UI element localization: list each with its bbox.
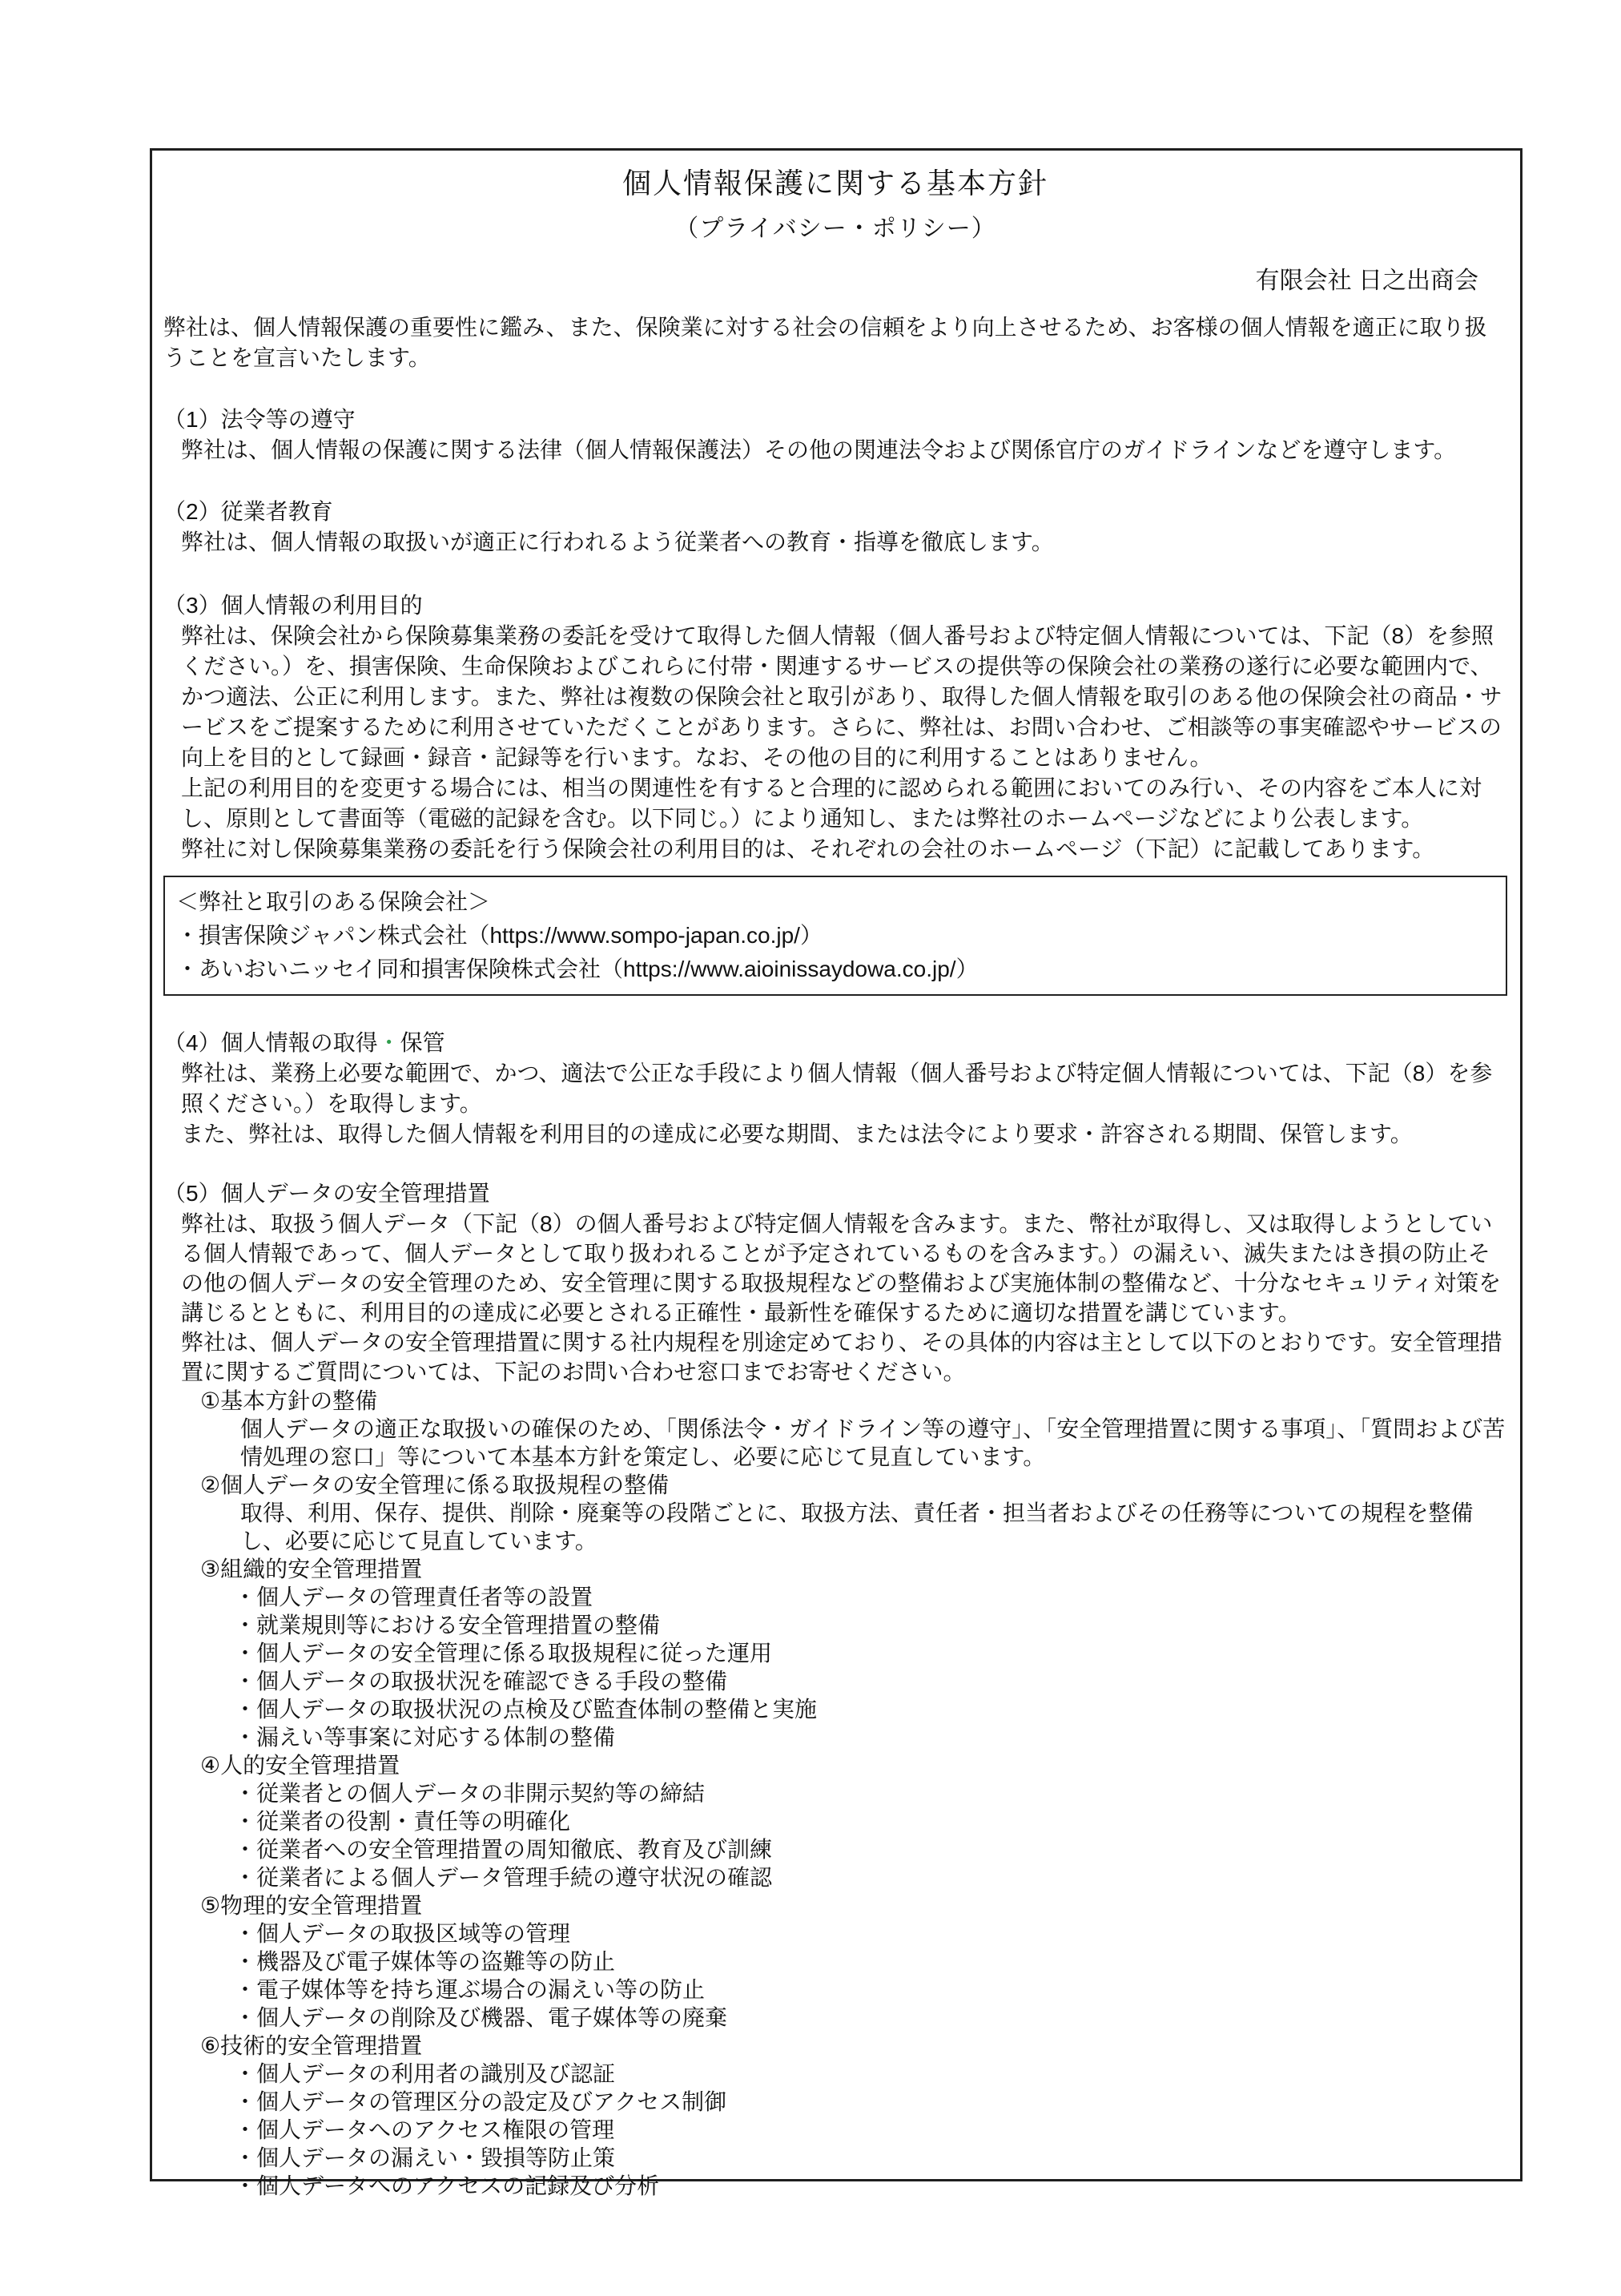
section-3 bbox=[163, 590, 1507, 864]
bullet-item: ・個人データの取扱状況を確認できる手段の整備 bbox=[234, 1669, 728, 1694]
subsection-3-heading: ③組織的安全管理措置 bbox=[200, 1557, 423, 1581]
subsection-2-body: 取得、利用、保存、提供、削除・廃棄等の段階ごとに、取扱方法、責任者・担当者およびその任務等についての規程を整備し、必要に応じて見直しています。 bbox=[240, 1500, 1474, 1553]
section-5 bbox=[163, 1178, 1507, 2200]
bullet-item: ・漏えい等事案に対応する体制の整備 bbox=[234, 1725, 616, 1750]
bullet-item: ・個人データの漏えい・毀損等防止策 bbox=[234, 2145, 616, 2170]
partner-insurers-title: ＜弊社と取引のある保険会社＞ bbox=[176, 889, 491, 914]
bullet-item: ・従業者の役割・責任等の明確化 bbox=[234, 1809, 571, 1834]
bullet-item: ・個人データの管理責任者等の設置 bbox=[234, 1585, 593, 1609]
bullet-item: ・個人データの安全管理に係る取扱規程に従った運用 bbox=[234, 1641, 773, 1666]
partner-insurer-item: ・損害保険ジャパン株式会社（https://www.sompo-japan.co.jp/） bbox=[176, 923, 823, 948]
section-4-heading bbox=[163, 1028, 1507, 1058]
section-4-paragraph-1: 弊社は、業務上必要な範囲で、かつ、適法で公正な手段により個人情報（個人番号および特定個人情報については、下記（8）を参照ください。）を取得します。 bbox=[181, 1061, 1493, 1116]
subsection-5 bbox=[163, 1891, 1507, 2032]
section-3-paragraph-2: 上記の利用目的を変更する場合には、相当の関連性を有すると合理的に認められる範囲においてのみ行い、その内容をご本人に対し、原則として書面等（電磁的記録を含む。以下同じ。）により通知し、または弊社のホームページなどにより公表します。 bbox=[181, 775, 1482, 831]
intro-paragraph: 弊社は、個人情報保護の重要性に鑑み、また、保険業に対する社会の信頼をより向上させるため、お客様の個人情報を適正に取り扱うことを宣言いたします。 bbox=[163, 315, 1487, 370]
bullet-item: ・個人データへのアクセス権限の管理 bbox=[234, 2117, 615, 2142]
policy-document-sheet bbox=[150, 148, 1522, 2198]
partner-insurers-box bbox=[163, 876, 1507, 996]
section-1-heading: （1）法令等の遵守 bbox=[163, 407, 356, 432]
bullet-item: ・従業者との個人データの非開示契約等の締結 bbox=[234, 1781, 706, 1806]
subsection-1-heading: ①基本方針の整備 bbox=[200, 1388, 378, 1413]
section-2 bbox=[163, 497, 1507, 558]
subsection-3 bbox=[163, 1555, 1507, 1751]
section-2-body: 弊社は、個人情報の取扱いが適正に行われるよう従業者への教育・指導を徹底します。 bbox=[181, 530, 1054, 554]
company-name: 有限会社 日之出商会 bbox=[1255, 268, 1478, 294]
section-5-paragraph-1: 弊社は、取扱う個人データ（下記（8）の個人番号および特定個人情報を含みます。また、幣社が取得し、又は取得しようとしている個人情報であって、個人データとして取り扱われることが予定されているものを含みます。）の漏えい、滅失またはき損の防止その他の個人データの安全管理のため、安全管理に関する取扱規程などの整備および実施体制の整備など、十分なセキュリティ対策を講じるとともに、利用目的の達成に必要とされる正確性・最新性を確保するために適切な措置を講じています。 bbox=[181, 1211, 1502, 1325]
bullet-item: ・就業規則等における安全管理措置の整備 bbox=[234, 1613, 661, 1637]
bullet-item: ・個人データの取扱状況の点検及び監査体制の整備と実施 bbox=[234, 1697, 818, 1722]
section-3-paragraph-1: 弊社は、保険会社から保険募集業務の委託を受けて取得した個人情報（個人番号および特定個人情報については、下記（8）を参照ください。）を、損害保険、生命保険およびこれらに付帯・関連するサービスの提供等の保険会社の業務の遂行に必要な範囲内で、かつ適法、公正に利用します。また、弊社は複数の保険会社と取引があり、取得した個人情報を取引のある他の保険会社の商品・サービスをご提案するために利用させていただくことがあります。さらに、弊社は、お問い合わせ、ご相談等の事実確認やサービスの向上を目的として録画・録音・記録等を行います。なお、その他の目的に利用することはありません。 bbox=[181, 623, 1502, 770]
bullet-item: ・個人データの管理区分の設定及びアクセス制御 bbox=[234, 2089, 727, 2114]
subsection-1 bbox=[163, 1387, 1507, 1471]
section-3-heading: （3）個人情報の利用目的 bbox=[163, 593, 423, 618]
section-4-heading-pre: （4）個人情報の取得 bbox=[163, 1030, 378, 1055]
section-4 bbox=[163, 1028, 1507, 1150]
bullet-item: ・個人データへのアクセスの記録及び分析 bbox=[234, 2173, 660, 2198]
section-4-paragraph-2: また、弊社は、取得した個人情報を利用目的の達成に必要な期間、または法令により要求・許容される期間、保管します。 bbox=[181, 1122, 1413, 1146]
subsection-4 bbox=[163, 1751, 1507, 1891]
document-subtitle: （プライバシー・ポリシー） bbox=[674, 216, 996, 242]
bullet-item: ・個人データの削除及び機器、電子媒体等の廃棄 bbox=[234, 2005, 728, 2030]
subsection-6 bbox=[163, 2032, 1507, 2200]
bullet-item: ・個人データの取扱区域等の管理 bbox=[234, 1921, 571, 1946]
bullet-item: ・電子媒体等を持ち運ぶ場合の漏えい等の防止 bbox=[234, 1977, 706, 2002]
section-2-heading: （2）従業者教育 bbox=[163, 499, 333, 524]
bullet-item: ・機器及び電子媒体等の盗難等の防止 bbox=[234, 1949, 616, 1974]
bullet-item: ・従業者への安全管理措置の周知徹底、教育及び訓練 bbox=[234, 1837, 773, 1862]
partner-insurer-item: ・あいおいニッセイ同和損害保険株式会社（https://www.aioinissaydowa.co.jp/） bbox=[176, 957, 979, 981]
bullet-item: ・個人データの利用者の識別及び認証 bbox=[234, 2061, 616, 2086]
section-5-heading: （5）個人データの安全管理措置 bbox=[163, 1181, 490, 1206]
subsection-4-heading: ④人的安全管理措置 bbox=[200, 1753, 400, 1778]
section-3-paragraph-3: 弊社に対し保険募集業務の委託を行う保険会社の利用目的は、それぞれの会社のホームページ（下記）に記載してあります。 bbox=[181, 836, 1435, 861]
section-4-heading-post: 保管 bbox=[400, 1030, 445, 1055]
document-title: 個人情報保護に関する基本方針 bbox=[621, 167, 1048, 199]
subsection-6-heading: ⑥技術的安全管理措置 bbox=[200, 2033, 423, 2058]
subsection-2-heading: ②個人データの安全管理に係る取扱規程の整備 bbox=[200, 1472, 670, 1497]
section-4-heading-green-dot: ・ bbox=[377, 1030, 400, 1055]
subsection-1-body: 個人データの適正な取扱いの確保のため、「関係法令・ガイドライン等の遵守」、「安全管理措置に関する事項」、「質問および苦情処理の窓口」等について本基本方針を策定し、必要に応じて見直しています。 bbox=[240, 1416, 1506, 1469]
subsection-5-heading: ⑤物理的安全管理措置 bbox=[200, 1893, 423, 1918]
section-1-body: 弊社は、個人情報の保護に関する法律（個人情報保護法）その他の関連法令および関係官庁のガイドラインなどを遵守します。 bbox=[181, 437, 1457, 462]
section-1 bbox=[163, 405, 1507, 465]
bullet-item: ・従業者による個人データ管理手続の遵守状況の確認 bbox=[234, 1865, 773, 1890]
section-5-paragraph-2: 弊社は、個人データの安全管理措置に関する社内規程を別途定めており、その具体的内容は主として以下のとおりです。安全管理措置に関するご質問については、下記のお問い合わせ窓口までお寄せください。 bbox=[181, 1330, 1502, 1384]
subsection-2 bbox=[163, 1471, 1507, 1555]
